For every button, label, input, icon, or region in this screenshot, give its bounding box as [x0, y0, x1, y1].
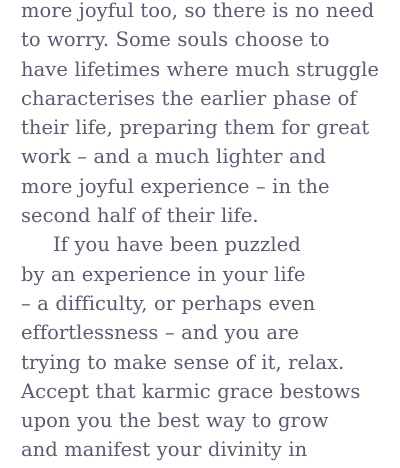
text-line: their life, preparing them for great — [21, 116, 370, 140]
text-line: and manifest your divinity in — [21, 438, 308, 462]
text-line-indented: If you have been puzzled — [53, 233, 301, 257]
text-line: second half of their life. — [21, 204, 259, 228]
text-line: more joyful too, so there is no need — [21, 0, 375, 22]
text-line: to worry. Some souls choose to — [21, 28, 330, 52]
paragraph-2 — [21, 230, 396, 464]
text-line: – a difficulty, or perhaps even — [21, 291, 316, 315]
text-line: have lifetimes where much struggle — [21, 57, 380, 81]
text-line: work – and a much lighter and — [21, 145, 326, 169]
text-line: more joyful experience – in the — [21, 174, 330, 198]
paragraph-1 — [21, 0, 396, 230]
text-line: Accept that karmic grace bestows — [21, 379, 361, 403]
text-line: by an experience in your life — [21, 262, 306, 286]
text-line: effortlessness – and you are — [21, 321, 299, 345]
text-line: upon you the best way to grow — [21, 409, 329, 433]
text-line: trying to make sense of it, relax. — [21, 350, 345, 374]
book-page-text — [21, 0, 396, 465]
text-line: characterises the earlier phase of — [21, 86, 357, 110]
